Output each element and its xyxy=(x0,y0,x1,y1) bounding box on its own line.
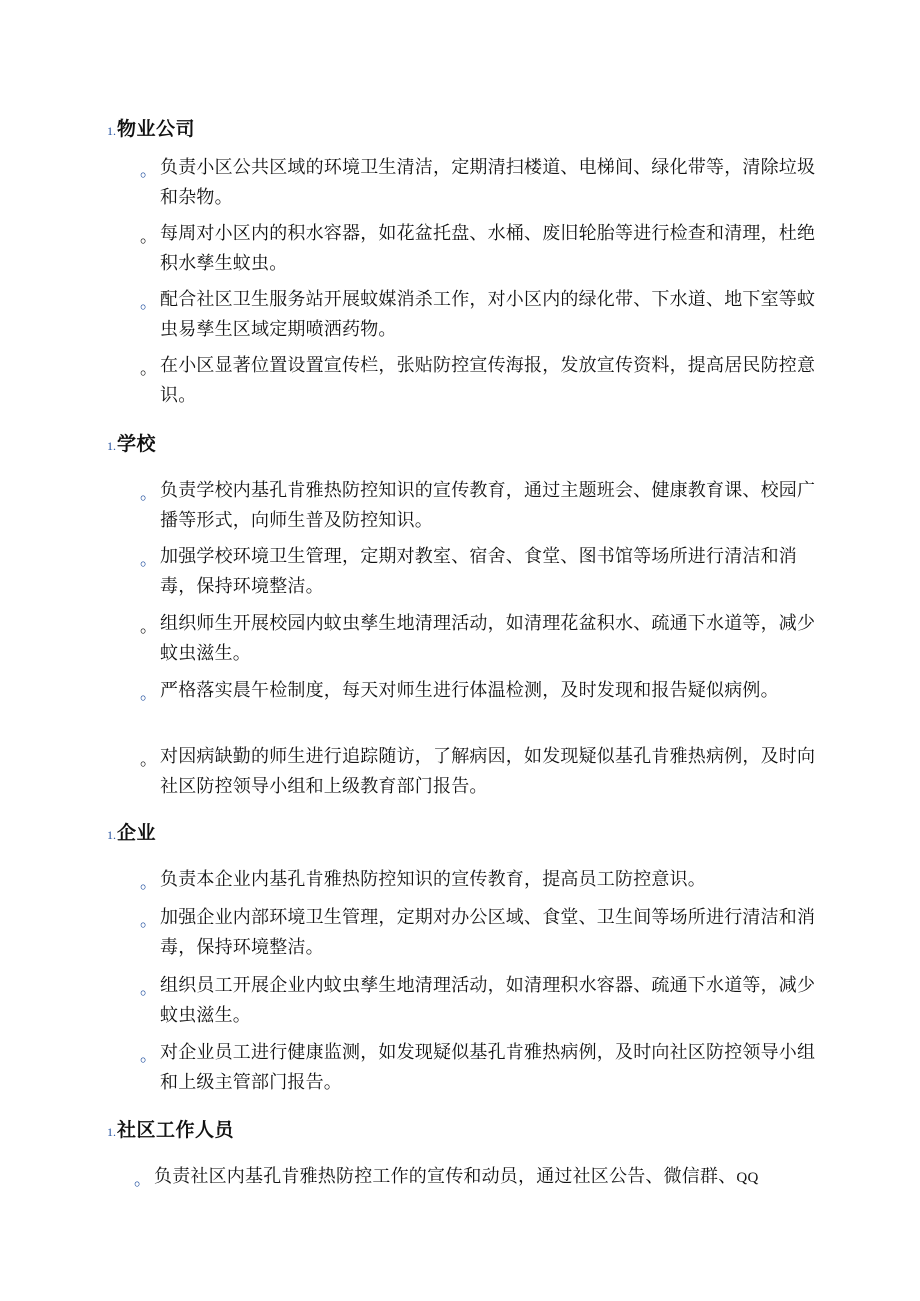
bullet-marker: 。 xyxy=(140,227,157,247)
list-item-text: 组织员工开展企业内蚊虫孳生地清理活动，如清理积水容器、疏通下水道等，减少蚊虫滋生。 xyxy=(160,975,816,1026)
list-item-text: 加强学校环境卫生管理，定期对教室、宿舍、食堂、图书馆等场所进行清洁和消毒，保持环境整洁。 xyxy=(160,546,797,597)
bullet-marker: 。 xyxy=(140,293,157,313)
section-number: 1. xyxy=(107,124,116,138)
bullet-marker: 。 xyxy=(140,873,157,893)
section-heading-school xyxy=(107,429,156,456)
list-item-text: 组织师生开展校园内蚊虫孳生地清理活动，如清理花盆积水、疏通下水道等，减少蚊虫滋生。 xyxy=(160,613,816,664)
list-item xyxy=(140,609,830,669)
section-title: 社区工作人员 xyxy=(117,1119,235,1141)
bullet-marker: 。 xyxy=(140,979,157,999)
section-title: 学校 xyxy=(117,433,157,455)
list-item xyxy=(140,865,830,895)
section-heading-property xyxy=(107,114,195,141)
section-title: 物业公司 xyxy=(117,118,196,140)
list-item-text: 对企业员工进行健康监测，如发现疑似基孔肯雅热病例，及时向社区防控领导小组和上级主管部门报告。 xyxy=(160,1042,816,1093)
section-number: 1. xyxy=(107,828,116,842)
list-item xyxy=(140,971,830,1031)
list-item-text: 每周对小区内的积水容器，如花盆托盘、水桶、废旧轮胎等进行检查和清理，杜绝积水孳生蚊虫。 xyxy=(160,223,816,274)
bullet-marker: 。 xyxy=(140,161,157,181)
list-item xyxy=(140,742,830,802)
list-item-text: 对因病缺勤的师生进行追踪随访，了解病因，如发现疑似基孔肯雅热病例，及时向社区防控领导小组和上级教育部门报告。 xyxy=(160,746,816,797)
list-item-text: 负责小区公共区域的环境卫生清洁，定期清扫楼道、电梯间、绿化带等，清除垃圾和杂物。 xyxy=(160,157,816,208)
list-item-text: 在小区显著位置设置宣传栏，张贴防控宣传海报，发放宣传资料，提高居民防控意识。 xyxy=(160,355,816,406)
bullet-marker: 。 xyxy=(140,911,157,931)
bullet-marker: 。 xyxy=(140,617,157,637)
section-number: 1. xyxy=(107,439,116,453)
list-item-text: 负责学校内基孔肯雅热防控知识的宣传教育，通过主题班会、健康教育课、校园广播等形式，向师生普及防控知识。 xyxy=(160,480,816,531)
list-item xyxy=(134,1162,830,1193)
bullet-marker: 。 xyxy=(140,750,157,770)
bullet-marker: 。 xyxy=(140,684,157,704)
bullet-marker: 。 xyxy=(140,359,157,379)
list-item xyxy=(140,476,830,536)
section-heading-enterprise xyxy=(107,818,156,845)
list-item xyxy=(140,542,830,602)
section-heading-community-staff xyxy=(107,1115,234,1142)
list-item-text: 加强企业内部环境卫生管理，定期对办公区域、食堂、卫生间等场所进行清洁和消毒，保持环境整洁。 xyxy=(160,907,816,958)
list-item-text: 严格落实晨午检制度，每天对师生进行体温检测，及时发现和报告疑似病例。 xyxy=(160,680,779,701)
list-item-text-main: 负责社区内基孔肯雅热防控工作的宣传和动员，通过社区公告、微信群、 xyxy=(154,1166,737,1187)
list-item xyxy=(140,1038,830,1098)
list-item xyxy=(140,351,830,411)
list-item-text-qq: QQ xyxy=(736,1170,759,1186)
list-item-text xyxy=(154,1162,830,1193)
list-item xyxy=(140,219,830,279)
section-title: 企业 xyxy=(117,822,157,844)
bullet-marker: 。 xyxy=(140,1046,157,1066)
list-item xyxy=(140,903,830,963)
list-item-text: 负责本企业内基孔肯雅热防控知识的宣传教育，提高员工防控意识。 xyxy=(160,869,706,890)
list-item-text: 配合社区卫生服务站开展蚊媒消杀工作，对小区内的绿化带、下水道、地下室等蚊虫易孳生区域定期喷洒药物。 xyxy=(160,289,816,340)
bullet-marker: 。 xyxy=(134,1170,151,1190)
list-item xyxy=(140,153,830,213)
bullet-marker: 。 xyxy=(140,484,157,504)
list-item xyxy=(140,285,830,345)
section-number: 1. xyxy=(107,1125,116,1139)
bullet-marker: 。 xyxy=(140,550,157,570)
list-item xyxy=(140,676,830,706)
